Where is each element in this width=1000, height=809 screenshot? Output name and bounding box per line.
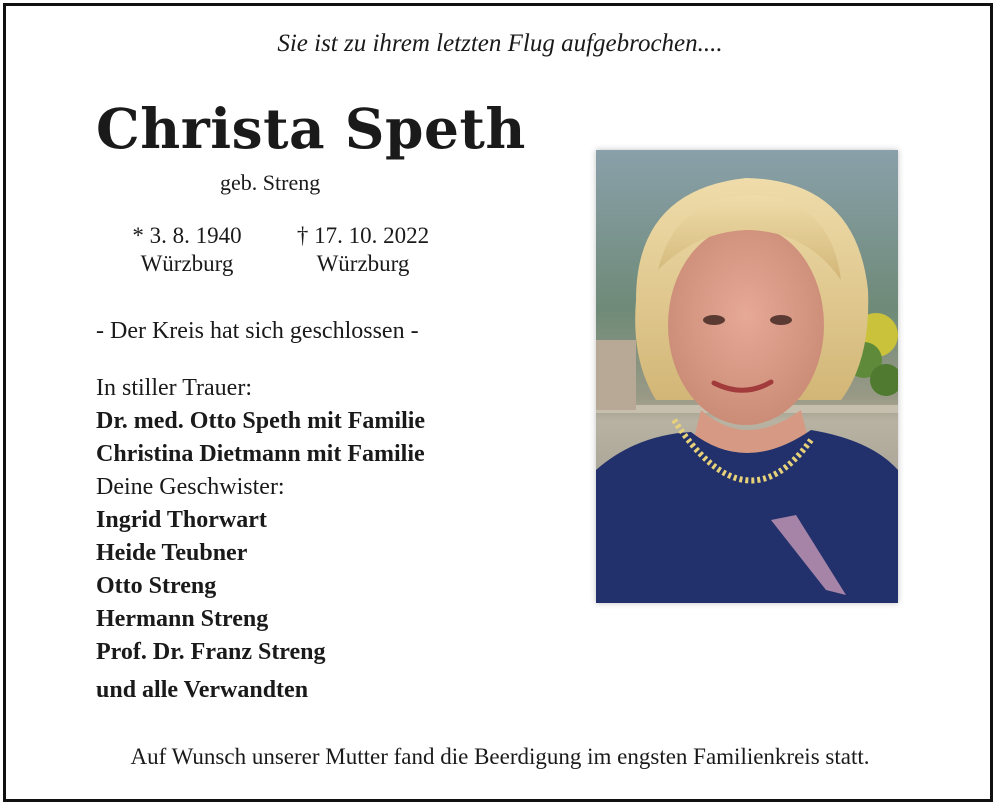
- death-info: [288, 222, 438, 278]
- death-date: † 17. 10. 2022: [296, 223, 430, 248]
- quote: - Der Kreis hat sich geschlossen -: [96, 318, 419, 344]
- funeral-note: Auf Wunsch unserer Mutter fand die Beerdigung im engsten Familienkreis statt.: [130, 744, 870, 769]
- portrait-photo: [596, 150, 898, 603]
- family-member: Christina Dietmann mit Familie: [96, 441, 425, 467]
- birth-place: Würzburg: [140, 251, 234, 276]
- relatives-closing: und alle Verwandten: [96, 677, 309, 703]
- birth-info: [112, 222, 262, 278]
- death-place: Würzburg: [316, 251, 410, 276]
- deceased-name: Christa Speth: [96, 96, 526, 161]
- sibling: Heide Teubner: [96, 540, 248, 566]
- maiden-name: geb. Streng: [220, 170, 321, 195]
- siblings-intro: Deine Geschwister:: [96, 474, 285, 500]
- mourners-list: [96, 372, 425, 707]
- birth-date: * 3. 8. 1940: [132, 223, 242, 248]
- sibling: Ingrid Thorwart: [96, 507, 267, 533]
- mourners-intro: In stiller Trauer:: [96, 375, 252, 401]
- portrait-illustration: [596, 150, 898, 603]
- sibling: Otto Streng: [96, 573, 217, 599]
- motto: Sie ist zu ihrem letzten Flug aufgebrochen....: [277, 30, 723, 57]
- sibling: Hermann Streng: [96, 606, 269, 632]
- sibling: Prof. Dr. Franz Streng: [96, 639, 326, 665]
- family-member: Dr. med. Otto Speth mit Familie: [96, 408, 426, 434]
